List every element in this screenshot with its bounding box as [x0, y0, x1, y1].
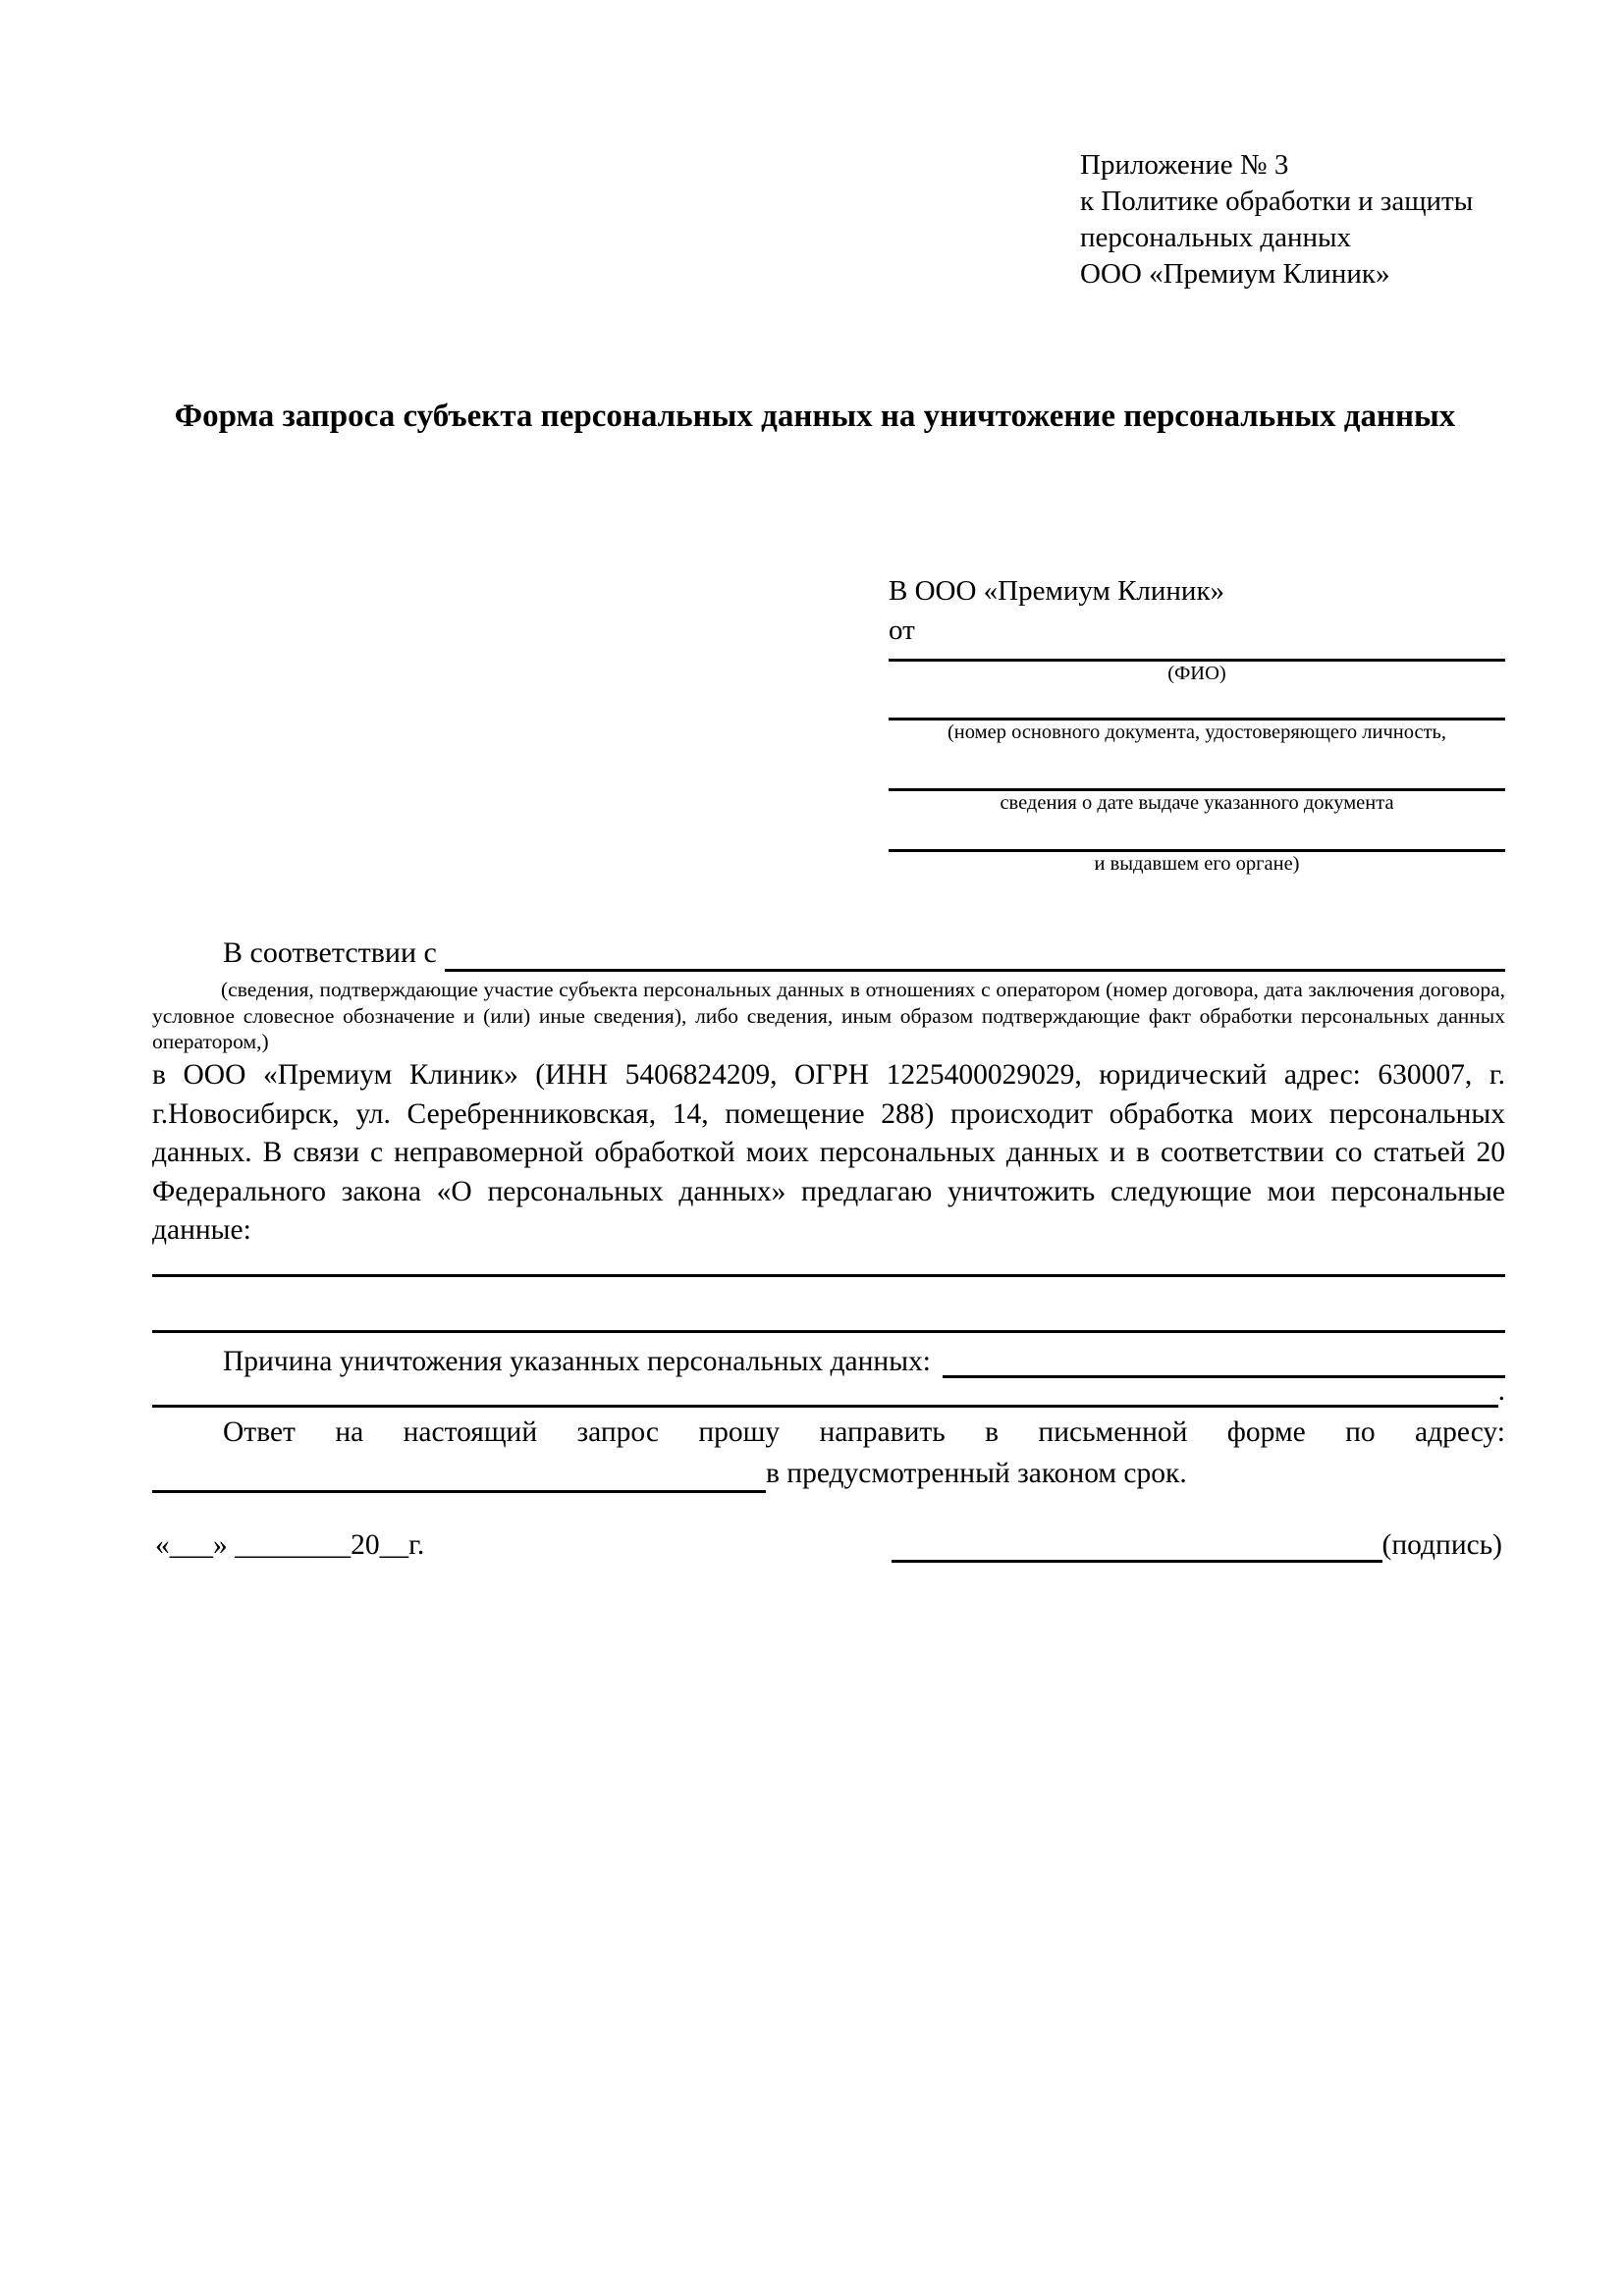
appendix-header [1080, 147, 1473, 293]
reason-label: Причина уничтожения указанных персональных данных: [223, 1346, 931, 1377]
accordance-lead: В соответствии с [223, 936, 437, 969]
fio-blank-field[interactable] [889, 650, 1505, 662]
signature-blank-field[interactable] [892, 1533, 1382, 1563]
appendix-line: персональных данных [1080, 222, 1352, 253]
personal-data-blank-line-1[interactable] [152, 1274, 1505, 1277]
reason-continuation-row [152, 1374, 1505, 1408]
response-term-text: в предусмотренный законом срок. [766, 1457, 1187, 1489]
accordance-blank-field[interactable] [445, 938, 1505, 972]
addressee-from-label: от [889, 614, 915, 646]
personal-data-blank-line-2[interactable] [152, 1330, 1505, 1333]
appendix-line: Приложение № 3 [1080, 149, 1289, 181]
document-caption-1: (номер основного документа, удостоверяющего личность, [947, 721, 1447, 743]
footer-row [155, 1527, 1502, 1563]
page-title: Форма запроса субъекта персональных данных на уничтожение персональных данных [174, 399, 1456, 434]
date-blank-field[interactable]: «___» ________20__г. [155, 1529, 425, 1561]
document-number-blank-field[interactable] [889, 685, 1505, 721]
signature-group [892, 1527, 1502, 1563]
reason-period: . [1497, 1375, 1505, 1407]
document-issuer-blank-field[interactable] [889, 815, 1505, 852]
signature-caption: (подпись) [1381, 1529, 1502, 1561]
response-request-text: Ответ на настоящий запрос прошу направить в письменной форме по адресу: [223, 1416, 1505, 1448]
body-paragraph: в ООО «Премиум Клиник» (ИНН 5406824209, ОГРН 1225400029029, юридический адрес: 630007, г. г.Новосибирск, ул. Серебренниковская, 14, помещение 288) происходит обработка моих персональных данных. В связи с неправомерной обработкой моих персональных данных и в соответствии со статьей 20 Федерального закона «О персональных данных» предлагаю уничтожить следующие мои персональные данные: [152, 1059, 1505, 1246]
addressee-block [889, 571, 1505, 876]
document-caption-3: и выдавшем его органе) [1094, 853, 1300, 875]
response-section [152, 1414, 1505, 1493]
reason-row [152, 1345, 1505, 1378]
accordance-footnote: (сведения, подтверждающие участие субъекта персональных данных в отношениях с оператором (номер договора, дата заключения договора, условное словесное обозначение и (или) иные сведения), либо сведения, иным образом подтверждающие факт обработки персональных данных оператором,) [152, 978, 1505, 1053]
document-caption-2: сведения о дате выдаче указанного документа [1000, 792, 1394, 814]
addressee-to: В ООО «Премиум Клиник» [889, 575, 1225, 607]
document-issue-date-blank-field[interactable] [889, 744, 1505, 791]
reason-blank-line-2[interactable] [152, 1376, 1498, 1408]
appendix-line: к Политике обработки и защиты [1080, 186, 1474, 217]
appendix-line: ООО «Премиум Клиник» [1080, 258, 1390, 290]
response-address-blank-field[interactable] [152, 1462, 766, 1493]
fio-caption: (ФИО) [1167, 663, 1226, 684]
accordance-section [152, 934, 1505, 1055]
